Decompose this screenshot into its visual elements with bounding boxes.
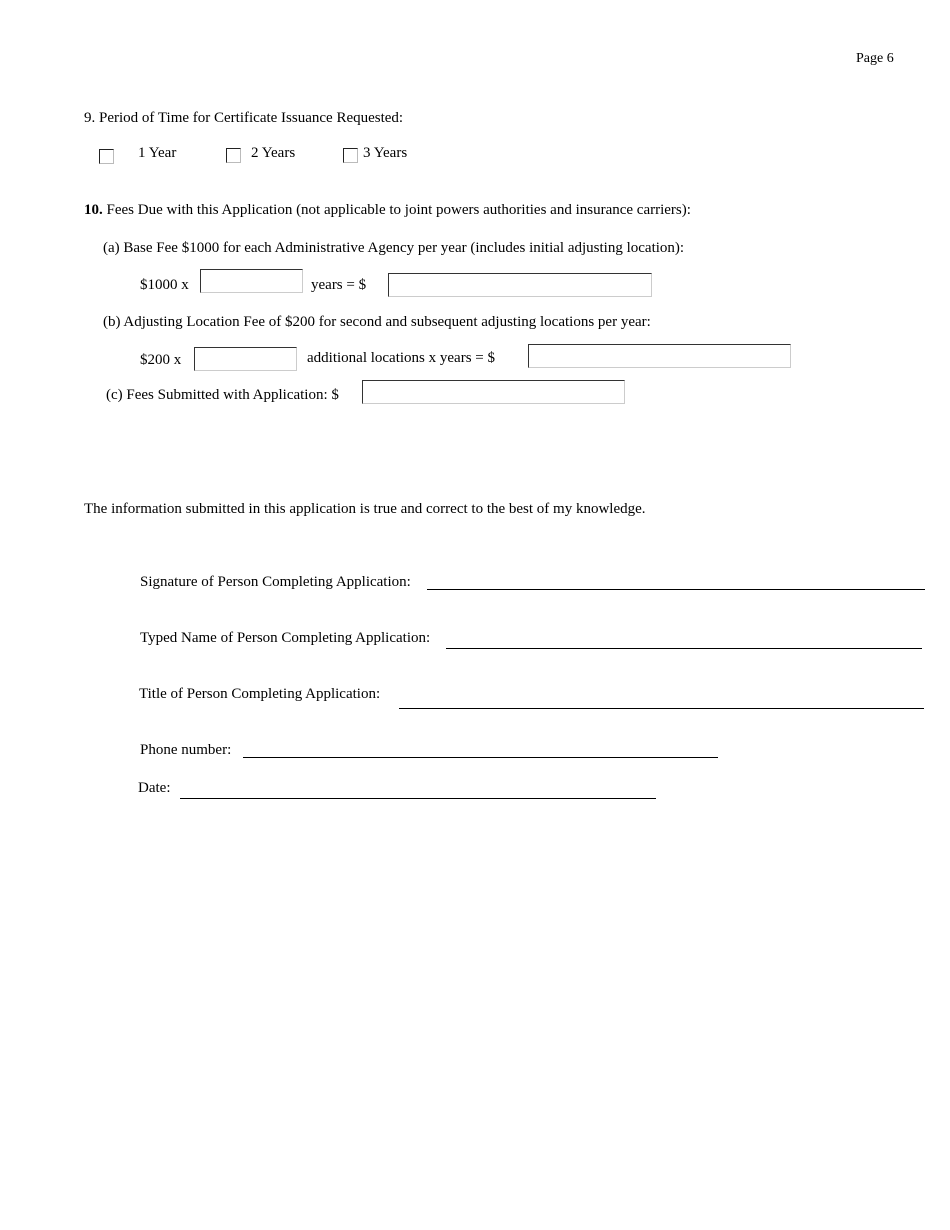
fee-a-prefix: $1000 x: [140, 277, 189, 293]
base-fee-total-input[interactable]: [388, 273, 652, 297]
section-10-number: 10.: [84, 202, 103, 218]
base-fee-years-input[interactable]: [200, 269, 303, 293]
phone-line[interactable]: [243, 757, 718, 758]
fee-b-description: (b) Adjusting Location Fee of $200 for second and subsequent adjusting locations per year:: [103, 314, 651, 330]
checkbox-1-year[interactable]: [99, 149, 114, 164]
option-2-years-label: 2 Years: [251, 145, 296, 161]
phone-label: Phone number:: [140, 742, 232, 758]
section-10-heading: [84, 202, 691, 219]
title-line[interactable]: [399, 708, 924, 709]
signature-label: Signature of Person Completing Application:: [140, 574, 411, 590]
signature-line[interactable]: [427, 589, 925, 590]
fees-submitted-label: (c) Fees Submitted with Application: $: [106, 387, 339, 403]
fee-b-equals: additional locations x years = $: [307, 350, 495, 366]
date-line[interactable]: [180, 798, 656, 799]
additional-locations-input[interactable]: [194, 347, 297, 371]
fee-b-prefix: $200 x: [140, 352, 182, 368]
checkbox-3-years[interactable]: [343, 148, 358, 163]
date-label: Date:: [138, 780, 171, 796]
section-10-title: Fees Due with this Application (not applicable to joint powers authorities and insurance carriers):: [106, 202, 691, 218]
option-3-years-label: 3 Years: [363, 145, 408, 161]
typed-name-label: Typed Name of Person Completing Application:: [140, 630, 431, 646]
option-1-year-label: 1 Year: [138, 145, 177, 161]
fee-a-equals: years = $: [311, 277, 367, 293]
checkbox-2-years[interactable]: [226, 148, 241, 163]
location-fee-total-input[interactable]: [528, 344, 791, 368]
fees-submitted-input[interactable]: [362, 380, 625, 404]
page-number: Page 6: [856, 51, 894, 66]
title-label: Title of Person Completing Application:: [139, 686, 381, 702]
fee-a-description: (a) Base Fee $1000 for each Administrative Agency per year (includes initial adjusting location):: [103, 240, 685, 256]
section-9-title: 9. Period of Time for Certificate Issuance Requested:: [84, 110, 404, 126]
typed-name-line[interactable]: [446, 648, 922, 649]
certification-statement: The information submitted in this application is true and correct to the best of my knowledge.: [84, 501, 646, 517]
